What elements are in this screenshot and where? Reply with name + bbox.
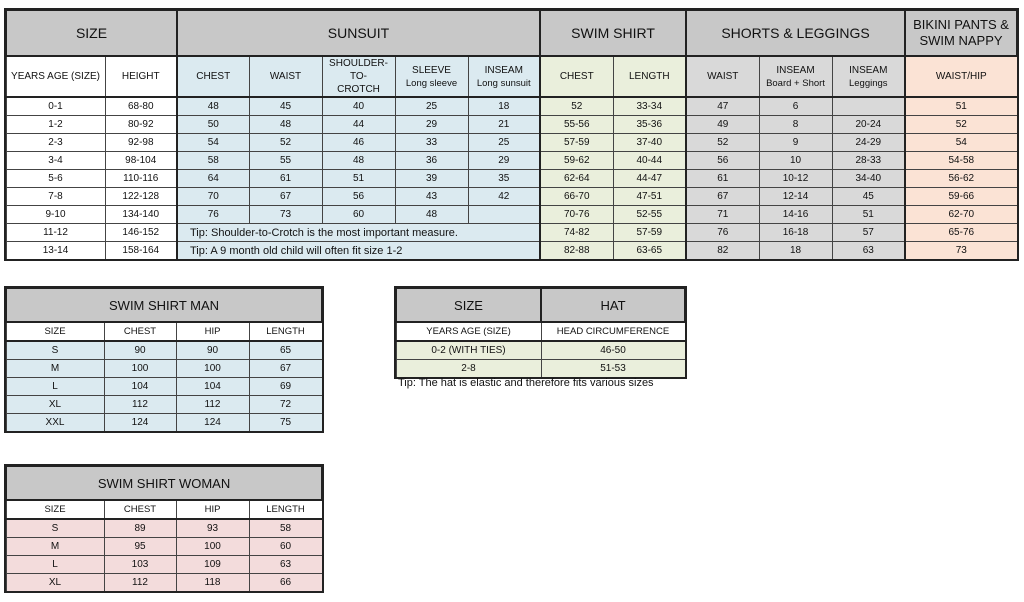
cell-inseam-board: 10-12 — [759, 170, 832, 188]
cell-inseam-board: 18 — [759, 242, 832, 260]
kids-size-rows — [6, 97, 1017, 260]
cell-age: 3-4 — [6, 152, 105, 170]
cell-height: 110-116 — [105, 170, 177, 188]
swim-shirt-man-table — [5, 287, 323, 432]
cell-inseam-leggings: 63 — [832, 242, 905, 260]
table-row — [6, 152, 1017, 170]
header-leggings-line1: INSEAM — [849, 64, 888, 76]
cell-waist-hip: 51 — [905, 97, 1017, 116]
cell-inseam-leggings: 57 — [832, 224, 905, 242]
cell-size: S — [6, 519, 104, 538]
table-row — [6, 188, 1017, 206]
cell-inseam-board: 8 — [759, 116, 832, 134]
cell-chest: 89 — [104, 519, 176, 538]
cell-sunsuit-chest: 58 — [177, 152, 249, 170]
cell-hip: 100 — [176, 360, 249, 378]
cell-inseam: 29 — [468, 152, 540, 170]
cell-inseam: 25 — [468, 134, 540, 152]
cell-inseam: 35 — [468, 170, 540, 188]
cell-size: XL — [6, 396, 104, 414]
cell-sunsuit-waist: 55 — [249, 152, 322, 170]
cell-sleeve: 33 — [395, 134, 468, 152]
cell-length: 63 — [249, 556, 322, 574]
cell-size: M — [6, 538, 104, 556]
header-sleeve-line1: SLEEVE — [412, 64, 451, 76]
cell-inseam: 42 — [468, 188, 540, 206]
table-row — [6, 574, 322, 592]
cell-swim-shirt-chest: 62-64 — [540, 170, 613, 188]
cell-age: 1-2 — [6, 116, 105, 134]
kids-size-table — [5, 9, 1018, 260]
cell-age: 0-1 — [6, 97, 105, 116]
woman-header-hip: HIP — [176, 500, 249, 519]
cell-length: 66 — [249, 574, 322, 592]
cell-inseam-leggings: 34-40 — [832, 170, 905, 188]
man-rows — [6, 341, 322, 432]
cell-waist-hip: 73 — [905, 242, 1017, 260]
table-row — [396, 360, 685, 378]
table-row — [6, 378, 322, 396]
cell-shorts-waist: 56 — [686, 152, 759, 170]
cell-hat-age: 2-8 — [396, 360, 541, 378]
cell-sleeve: 48 — [395, 206, 468, 224]
cell-height: 98-104 — [105, 152, 177, 170]
cell-hip: 109 — [176, 556, 249, 574]
cell-hip: 112 — [176, 396, 249, 414]
swim-shirt-woman-table — [5, 465, 323, 592]
cell-height: 158-164 — [105, 242, 177, 260]
cell-swim-shirt-chest: 74-82 — [540, 224, 613, 242]
cell-inseam-leggings: 28-33 — [832, 152, 905, 170]
cell-hip: 118 — [176, 574, 249, 592]
cell-chest: 112 — [104, 396, 176, 414]
cell-chest: 100 — [104, 360, 176, 378]
header-s2c-line2: CROTCH — [337, 84, 380, 95]
cell-inseam-leggings: 20-24 — [832, 116, 905, 134]
man-header-chest: CHEST — [104, 322, 176, 341]
cell-waist-hip: 56-62 — [905, 170, 1017, 188]
cell-sunsuit-chest: 64 — [177, 170, 249, 188]
cell-age: 2-3 — [6, 134, 105, 152]
cell-height: 122-128 — [105, 188, 177, 206]
cell-shoulder-to-crotch: 40 — [322, 97, 395, 116]
cell-chest: 103 — [104, 556, 176, 574]
table-row — [6, 396, 322, 414]
cell-shorts-waist: 71 — [686, 206, 759, 224]
cell-hip: 100 — [176, 538, 249, 556]
cell-length: 75 — [249, 414, 322, 432]
group-size: SIZE — [6, 10, 177, 56]
tip-nine-month: Tip: A 9 month old child will often fit size 1-2 — [177, 242, 540, 260]
cell-waist-hip: 52 — [905, 116, 1017, 134]
woman-header-size: SIZE — [6, 500, 104, 519]
cell-inseam-board: 12-14 — [759, 188, 832, 206]
cell-inseam-leggings: 24-29 — [832, 134, 905, 152]
cell-hat-age: 0-2 (WITH TIES) — [396, 341, 541, 360]
group-sunsuit: SUNSUIT — [177, 10, 540, 56]
cell-inseam-board: 16-18 — [759, 224, 832, 242]
man-header-length: LENGTH — [249, 322, 322, 341]
group-bikini-line1: BIKINI PANTS & — [913, 17, 1009, 32]
cell-sunsuit-waist: 52 — [249, 134, 322, 152]
header-waist-hip: WAIST/HIP — [905, 56, 1017, 97]
cell-sunsuit-chest: 48 — [177, 97, 249, 116]
cell-shorts-waist: 61 — [686, 170, 759, 188]
cell-size: XL — [6, 574, 104, 592]
cell-swim-shirt-chest: 59-62 — [540, 152, 613, 170]
man-header-size: SIZE — [6, 322, 104, 341]
cell-hip: 93 — [176, 519, 249, 538]
header-sunsuit-waist: WAIST — [249, 56, 322, 97]
cell-chest: 95 — [104, 538, 176, 556]
cell-shorts-waist: 76 — [686, 224, 759, 242]
tip-shoulder-to-crotch: Tip: Shoulder-to-Crotch is the most important measure. — [177, 224, 540, 242]
cell-sunsuit-chest: 70 — [177, 188, 249, 206]
cell-shorts-waist: 47 — [686, 97, 759, 116]
cell-head-circumference: 46-50 — [541, 341, 685, 360]
hat-size-title: SIZE — [396, 288, 541, 322]
group-shorts-leggings: SHORTS & LEGGINGS — [686, 10, 905, 56]
cell-shoulder-to-crotch: 51 — [322, 170, 395, 188]
cell-sunsuit-waist: 73 — [249, 206, 322, 224]
header-inseam-board-short — [759, 56, 832, 97]
header-sunsuit-chest: CHEST — [177, 56, 249, 97]
cell-sunsuit-chest: 50 — [177, 116, 249, 134]
cell-swim-shirt-length: 44-47 — [613, 170, 686, 188]
header-leggings-line2: Leggings — [848, 77, 888, 89]
table-row — [6, 414, 322, 432]
cell-sleeve: 39 — [395, 170, 468, 188]
header-shorts-waist: WAIST — [686, 56, 759, 97]
cell-chest: 104 — [104, 378, 176, 396]
cell-swim-shirt-chest: 66-70 — [540, 188, 613, 206]
hat-rows — [396, 341, 685, 378]
cell-size: S — [6, 341, 104, 360]
cell-inseam-leggings — [832, 97, 905, 116]
group-bikini-line2: SWIM NAPPY — [919, 33, 1003, 48]
cell-sleeve: 36 — [395, 152, 468, 170]
header-board-line1: INSEAM — [776, 64, 815, 76]
cell-shoulder-to-crotch: 46 — [322, 134, 395, 152]
header-sleeve — [395, 56, 468, 97]
cell-height: 134-140 — [105, 206, 177, 224]
woman-header-length: LENGTH — [249, 500, 322, 519]
header-s2c-line1: SHOULDER-TO- — [329, 58, 388, 82]
cell-inseam-board: 14-16 — [759, 206, 832, 224]
cell-age: 7-8 — [6, 188, 105, 206]
cell-chest: 90 — [104, 341, 176, 360]
cell-shorts-waist: 67 — [686, 188, 759, 206]
header-swim-shirt-length: LENGTH — [613, 56, 686, 97]
table-row — [6, 116, 1017, 134]
cell-swim-shirt-length: 33-34 — [613, 97, 686, 116]
cell-sleeve: 25 — [395, 97, 468, 116]
cell-inseam — [468, 206, 540, 224]
table-row — [6, 97, 1017, 116]
header-board-line2: Board + Short — [766, 77, 825, 89]
hat-title: HAT — [541, 288, 685, 322]
cell-inseam-board: 6 — [759, 97, 832, 116]
cell-size: L — [6, 556, 104, 574]
cell-size: L — [6, 378, 104, 396]
cell-sunsuit-chest: 54 — [177, 134, 249, 152]
cell-shoulder-to-crotch: 44 — [322, 116, 395, 134]
header-years-age: YEARS AGE (SIZE) — [6, 56, 105, 97]
cell-sleeve: 43 — [395, 188, 468, 206]
cell-shoulder-to-crotch: 60 — [322, 206, 395, 224]
cell-waist-hip: 54 — [905, 134, 1017, 152]
hat-tip: Tip: The hat is elastic and therefore fits various sizes — [398, 377, 654, 389]
cell-sunsuit-chest: 76 — [177, 206, 249, 224]
cell-sunsuit-waist: 48 — [249, 116, 322, 134]
cell-inseam-board: 10 — [759, 152, 832, 170]
cell-chest: 124 — [104, 414, 176, 432]
cell-shorts-waist: 52 — [686, 134, 759, 152]
woman-rows — [6, 519, 322, 592]
cell-swim-shirt-chest: 52 — [540, 97, 613, 116]
table-row — [6, 224, 1017, 242]
table-row — [6, 519, 322, 538]
cell-height: 80-92 — [105, 116, 177, 134]
swim-shirt-woman-title: SWIM SHIRT WOMAN — [6, 466, 322, 500]
table-row — [396, 341, 685, 360]
table-row — [6, 134, 1017, 152]
header-sleeve-line2: Long sleeve — [405, 77, 458, 89]
cell-swim-shirt-length: 37-40 — [613, 134, 686, 152]
cell-inseam-leggings: 51 — [832, 206, 905, 224]
cell-swim-shirt-length: 35-36 — [613, 116, 686, 134]
cell-length: 67 — [249, 360, 322, 378]
cell-age: 9-10 — [6, 206, 105, 224]
cell-sunsuit-waist: 67 — [249, 188, 322, 206]
table-row — [6, 556, 322, 574]
cell-hip: 90 — [176, 341, 249, 360]
cell-swim-shirt-length: 52-55 — [613, 206, 686, 224]
header-inseam-line1: INSEAM — [484, 64, 523, 76]
table-row — [6, 242, 1017, 260]
cell-waist-hip: 62-70 — [905, 206, 1017, 224]
cell-age: 5-6 — [6, 170, 105, 188]
cell-height: 92-98 — [105, 134, 177, 152]
header-inseam-line2: Long sunsuit — [476, 77, 531, 89]
cell-swim-shirt-length: 57-59 — [613, 224, 686, 242]
man-header-hip: HIP — [176, 322, 249, 341]
cell-inseam: 21 — [468, 116, 540, 134]
header-shoulder-to-crotch — [322, 56, 395, 97]
cell-length: 60 — [249, 538, 322, 556]
cell-size: M — [6, 360, 104, 378]
cell-age: 11-12 — [6, 224, 105, 242]
hat-size-table — [395, 287, 686, 378]
cell-sunsuit-waist: 61 — [249, 170, 322, 188]
cell-inseam-board: 9 — [759, 134, 832, 152]
table-row — [6, 538, 322, 556]
cell-swim-shirt-length: 63-65 — [613, 242, 686, 260]
cell-sunsuit-waist: 45 — [249, 97, 322, 116]
cell-head-circumference: 51-53 — [541, 360, 685, 378]
cell-age: 13-14 — [6, 242, 105, 260]
cell-sleeve: 29 — [395, 116, 468, 134]
cell-swim-shirt-chest: 55-56 — [540, 116, 613, 134]
cell-swim-shirt-chest: 70-76 — [540, 206, 613, 224]
swim-shirt-man-title: SWIM SHIRT MAN — [6, 288, 322, 322]
table-row — [6, 206, 1017, 224]
cell-shoulder-to-crotch: 48 — [322, 152, 395, 170]
table-row — [6, 341, 322, 360]
cell-hip: 124 — [176, 414, 249, 432]
hat-header-years: YEARS AGE (SIZE) — [396, 322, 541, 341]
cell-swim-shirt-length: 47-51 — [613, 188, 686, 206]
cell-inseam: 18 — [468, 97, 540, 116]
cell-swim-shirt-chest: 57-59 — [540, 134, 613, 152]
group-bikini-pants — [905, 10, 1017, 56]
cell-chest: 112 — [104, 574, 176, 592]
cell-waist-hip: 65-76 — [905, 224, 1017, 242]
cell-inseam-leggings: 45 — [832, 188, 905, 206]
header-swim-shirt-chest: CHEST — [540, 56, 613, 97]
header-height: HEIGHT — [105, 56, 177, 97]
group-swim-shirt: SWIM SHIRT — [540, 10, 686, 56]
cell-height: 146-152 — [105, 224, 177, 242]
cell-height: 68-80 — [105, 97, 177, 116]
header-inseam-leggings — [832, 56, 905, 97]
cell-size: XXL — [6, 414, 104, 432]
cell-shorts-waist: 49 — [686, 116, 759, 134]
cell-waist-hip: 59-66 — [905, 188, 1017, 206]
cell-waist-hip: 54-58 — [905, 152, 1017, 170]
table-row — [6, 170, 1017, 188]
cell-swim-shirt-chest: 82-88 — [540, 242, 613, 260]
hat-header-head-circumference: HEAD CIRCUMFERENCE — [541, 322, 685, 341]
cell-swim-shirt-length: 40-44 — [613, 152, 686, 170]
cell-length: 65 — [249, 341, 322, 360]
cell-shoulder-to-crotch: 56 — [322, 188, 395, 206]
cell-length: 69 — [249, 378, 322, 396]
cell-hip: 104 — [176, 378, 249, 396]
cell-length: 58 — [249, 519, 322, 538]
cell-shorts-waist: 82 — [686, 242, 759, 260]
header-inseam-sunsuit — [468, 56, 540, 97]
table-row — [6, 360, 322, 378]
cell-length: 72 — [249, 396, 322, 414]
woman-header-chest: CHEST — [104, 500, 176, 519]
